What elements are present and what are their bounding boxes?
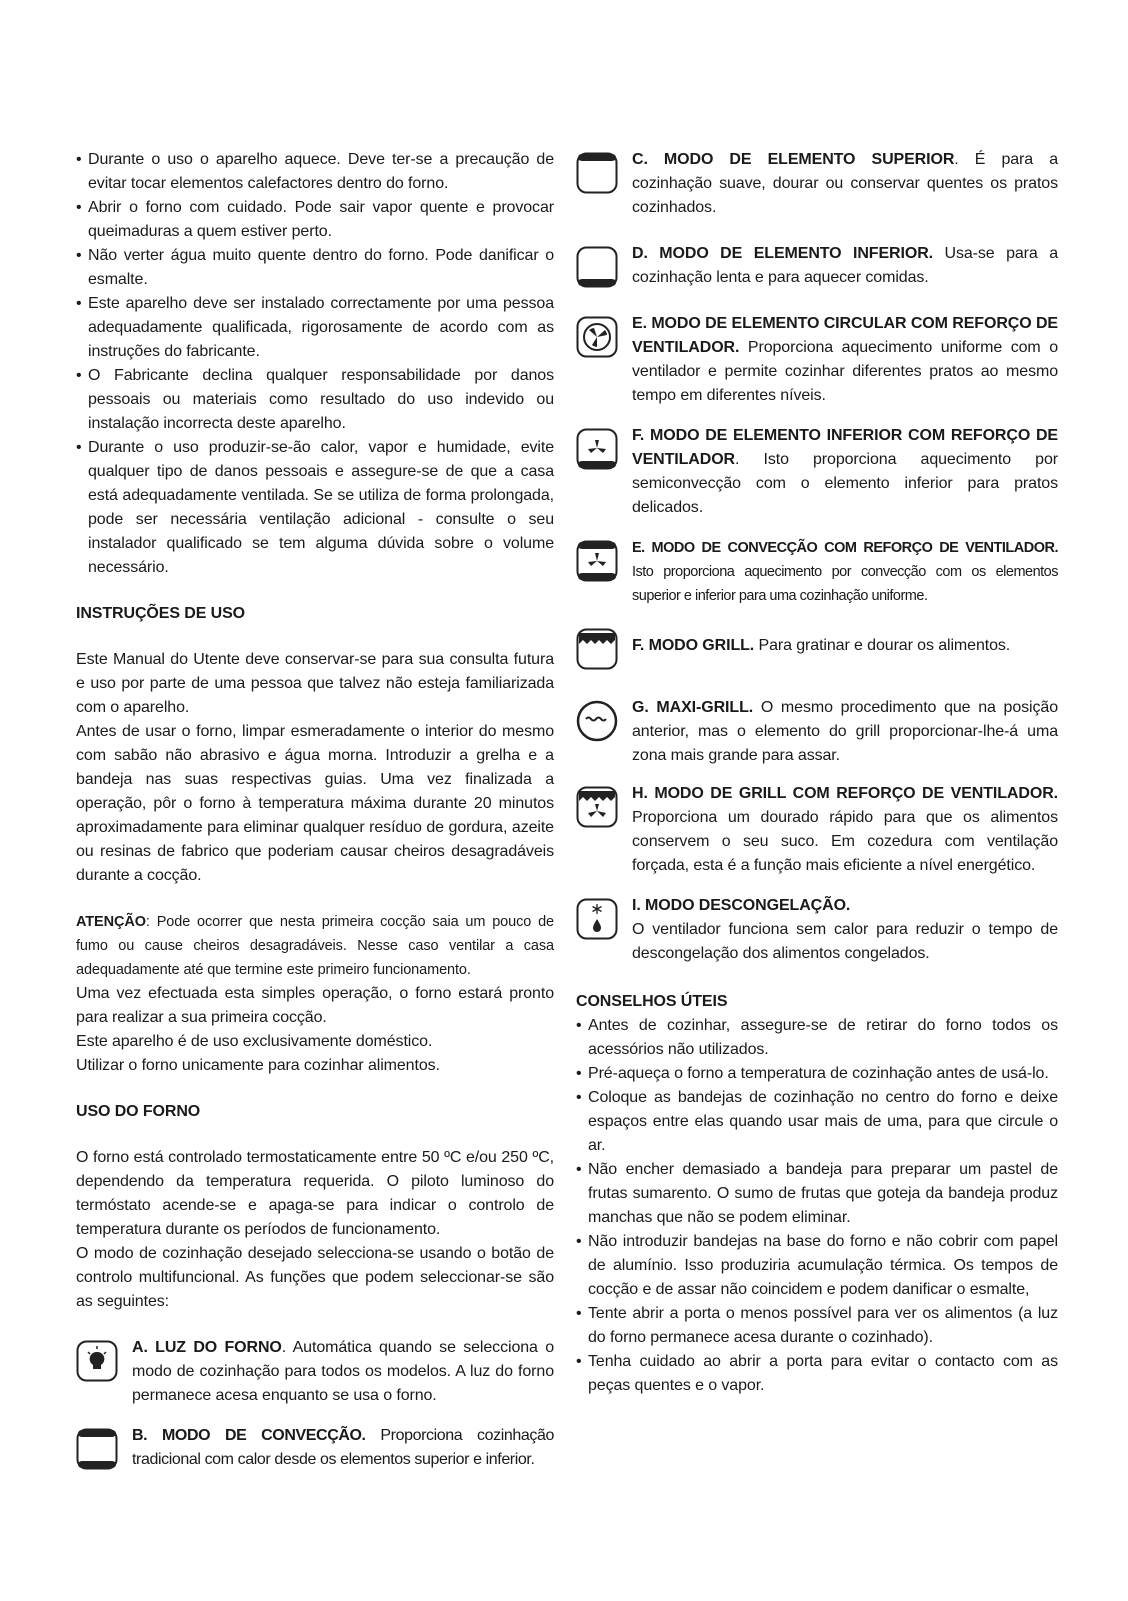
- mode-h-grill-fan: [576, 782, 1058, 878]
- atencao-label: ATENÇÃO: [76, 914, 146, 930]
- mode-e-convection-fan-title: E. MODO DE CONVECÇÃO COM REFORÇO DE VENTILADOR.: [632, 540, 1058, 556]
- mode-d-title: D. MODO DE ELEMENTO INFERIOR.: [632, 245, 933, 262]
- safety-bullet-2: • Abrir o forno com cuidado. Pode sair vapor quente e provocar queimaduras a quem estiver perto.: [76, 196, 554, 244]
- convection-fan-icon: [576, 540, 618, 582]
- instrucoes-heading: INSTRUÇÕES DE USO: [76, 605, 245, 622]
- mode-i-defrost-text: O ventilador funciona sem calor para reduzir o tempo de descongelação dos alimentos congelados.: [632, 921, 1058, 962]
- grill-icon: [576, 628, 618, 670]
- atencao-paragraph-4: Utilizar o forno unicamente para cozinhar alimentos.: [76, 1057, 440, 1074]
- mode-i-defrost: [576, 894, 1058, 966]
- mode-f-grill-text: Para gratinar e dourar os alimentos.: [754, 637, 1011, 654]
- atencao-paragraph: [76, 910, 554, 982]
- mode-g-maxi-grill-title: G. MAXI-GRILL.: [632, 699, 754, 716]
- atencao-paragraph-2: Uma vez efectuada esta simples operação, o forno estará pronto para realizar a sua primeira cocção.: [76, 985, 554, 1026]
- mode-g-maxi-grill-text: O mesmo procedimento que na posição anterior, mas o elemento do grill proporcionar-lhe-á uma zona mais grande para assar.: [632, 699, 1058, 764]
- mode-f-bottom-fan-title: F. MODO DE ELEMENTO INFERIOR COM REFORÇO DE VENTILADOR: [632, 427, 1058, 468]
- mode-c: [576, 148, 1058, 220]
- mode-e-circular: [576, 312, 1058, 408]
- conselho-4: • Não encher demasiado a bandeja para preparar um pastel de frutas sumarento. O sumo de frutas que goteja da bandeja produz manchas que não se podem eliminar.: [576, 1158, 1058, 1230]
- conselhos-heading: CONSELHOS ÚTEIS: [576, 993, 728, 1010]
- defrost-icon: [576, 898, 618, 940]
- mode-e-circular-title: E. MODO DE ELEMENTO CIRCULAR COM REFORÇO DE VENTILADOR.: [632, 315, 1058, 356]
- conselho-3: • Coloque as bandejas de cozinhação no centro do forno e deixe espaços entre elas quando usar mais de uma, para que circule o ar.: [576, 1086, 1058, 1158]
- bottom-element-icon: [576, 246, 618, 288]
- mode-e-convection-fan-text: Isto proporciona aquecimento por convecção com os elementos superior e inferior para uma cozinhação uniforme.: [632, 564, 1058, 604]
- top-element-icon: [576, 152, 618, 194]
- uso-heading: USO DO FORNO: [76, 1103, 201, 1120]
- instrucoes-paragraph-2: Antes de usar o forno, limpar esmeradamente o interior do mesmo com sabão não abrasivo e água morna. Introduzir a grelha e a bandeja nas suas respectivas guias. Uma vez finalizada a operação, pôr o forno à temperatura máxima durante 20 minutos aproximadamente para eliminar qualquer resíduo de gordura, azeite ou resinas de fabrico que poderiam causar cheiros desagradáveis durante a cocção.: [76, 723, 554, 884]
- mode-b-text: Proporciona cozinhação tradicional com calor desde os elementos superior e inferior.: [132, 1427, 554, 1468]
- mode-c-text: . É para a cozinhação suave, dourar ou conservar quentes os pratos cozinhados.: [632, 151, 1058, 216]
- instrucoes-paragraph-1: Este Manual do Utente deve conservar-se para sua consulta futura e uso por parte de uma pessoa que talvez não esteja familiarizada com o aparelho.: [76, 651, 554, 716]
- mode-d: [576, 242, 1058, 290]
- atencao-paragraph-3: Este aparelho é de uso exclusivamente doméstico.: [76, 1033, 433, 1050]
- mode-d-text: Usa-se para a cozinhação lenta e para aquecer comidas.: [632, 245, 1058, 286]
- mode-f-grill-title: F. MODO GRILL.: [632, 637, 755, 654]
- left-column: [76, 148, 554, 1472]
- maxi-grill-icon: [576, 700, 618, 742]
- safety-bullet-5: • O Fabricante declina qualquer responsabilidade por danos pessoais ou materiais como resultado do uso indevido ou instalação incorrecta deste aparelho.: [76, 364, 554, 436]
- safety-bullet-6: • Durante o uso produzir-se-ão calor, vapor e humidade, evite qualquer tipo de danos pessoais e assegure-se de que a casa está adequadamente ventilada. Se se utiliza de forma prolongada, pode ser necessária ventilação adicional - consulte o seu instalador qualificado se tem alguma dúvida sobre o volume necessário.: [76, 436, 554, 580]
- mode-i-defrost-title: I. MODO DESCONGELAÇÃO.: [632, 897, 851, 914]
- mode-f-bottom-fan: [576, 424, 1058, 520]
- conselho-5: • Não introduzir bandejas na base do forno e não cobrir com papel de alumínio. Isso produziria acumulação térmica. Os tempos de cocção e de assar não coincidem e podem danificar o esmalte,: [576, 1230, 1058, 1302]
- safety-bullet-1: • Durante o uso o aparelho aquece. Deve ter-se a precaução de evitar tocar elementos calefactores dentro do forno.: [76, 148, 554, 196]
- safety-bullet-4: • Este aparelho deve ser instalado correctamente por uma pessoa adequadamente qualificada, rigorosamente de acordo com as instruções do fabricante.: [76, 292, 554, 364]
- uso-paragraph-2: O modo de cozinhação desejado selecciona-se usando o botão de controlo multifuncional. As funções que podem seleccionar-se são as seguintes:: [76, 1245, 554, 1310]
- mode-h-grill-fan-title: H. MODO DE GRILL COM REFORÇO DE VENTILADOR.: [632, 785, 1058, 802]
- safety-bullet-3: • Não verter água muito quente dentro do forno. Pode danificar o esmalte.: [76, 244, 554, 292]
- mode-a: [76, 1336, 554, 1408]
- atencao-text: : Pode ocorrer que nesta primeira cocção saia um pouco de fumo ou cause cheiros desagradáveis. Nesse caso ventilar a casa adequadamente até que termine este primeiro funcionamento.: [76, 914, 554, 978]
- mode-e-convection-fan: [576, 536, 1058, 608]
- conselho-6: • Tente abrir a porta o menos possível para ver os alimentos (a luz do forno permanece acesa durante o cozinhado).: [576, 1302, 1058, 1350]
- mode-h-grill-fan-text: Proporciona um dourado rápido para que os alimentos conservem o seu suco. Em cozedura com ventilação forçada, esta é a função mais eficiente a nível energético.: [632, 809, 1058, 874]
- right-column: [576, 148, 1058, 1398]
- mode-f-bottom-fan-text: . Isto proporciona aquecimento por semiconvecção com o elemento inferior para pratos delicados.: [632, 451, 1058, 516]
- conselho-7: • Tenha cuidado ao abrir a porta para evitar o contacto com as peças quentes e o vapor.: [576, 1350, 1058, 1398]
- bottom-fan-icon: [576, 428, 618, 470]
- lamp-icon: [76, 1340, 118, 1382]
- mode-b: [76, 1424, 554, 1472]
- mode-e-circular-text: Proporciona aquecimento uniforme com o ventilador e permite cozinhar diferentes pratos ao mesmo tempo em diferentes níveis.: [632, 339, 1058, 404]
- uso-paragraph-1: O forno está controlado termostaticamente entre 50 ºC e/ou 250 ºC, dependendo da temperatura requerida. O piloto luminoso do termóstato acende-se e apaga-se para indicar o controlo de temperatura durante os períodos de funcionamento.: [76, 1149, 554, 1238]
- circular-fan-icon: [576, 316, 618, 358]
- mode-f-grill: [576, 624, 1058, 680]
- mode-g-maxi-grill: [576, 696, 1058, 768]
- conselho-2: • Pré-aqueça o forno a temperatura de cozinhação antes de usá-lo.: [576, 1062, 1058, 1086]
- mode-a-text: . Automática quando se selecciona o modo de cozinhação para todos os modelos. A luz do forno permanece acesa enquanto se usa o forno.: [132, 1339, 554, 1404]
- conselho-1: • Antes de cozinhar, assegure-se de retirar do forno todos os acessórios não utilizados.: [576, 1014, 1058, 1062]
- grill-fan-icon: [576, 786, 618, 828]
- convection-icon: [76, 1428, 118, 1470]
- mode-b-title: B. MODO DE CONVECÇÃO.: [132, 1427, 366, 1444]
- mode-c-title: C. MODO DE ELEMENTO SUPERIOR: [632, 151, 955, 168]
- mode-a-title: A. LUZ DO FORNO: [132, 1339, 282, 1356]
